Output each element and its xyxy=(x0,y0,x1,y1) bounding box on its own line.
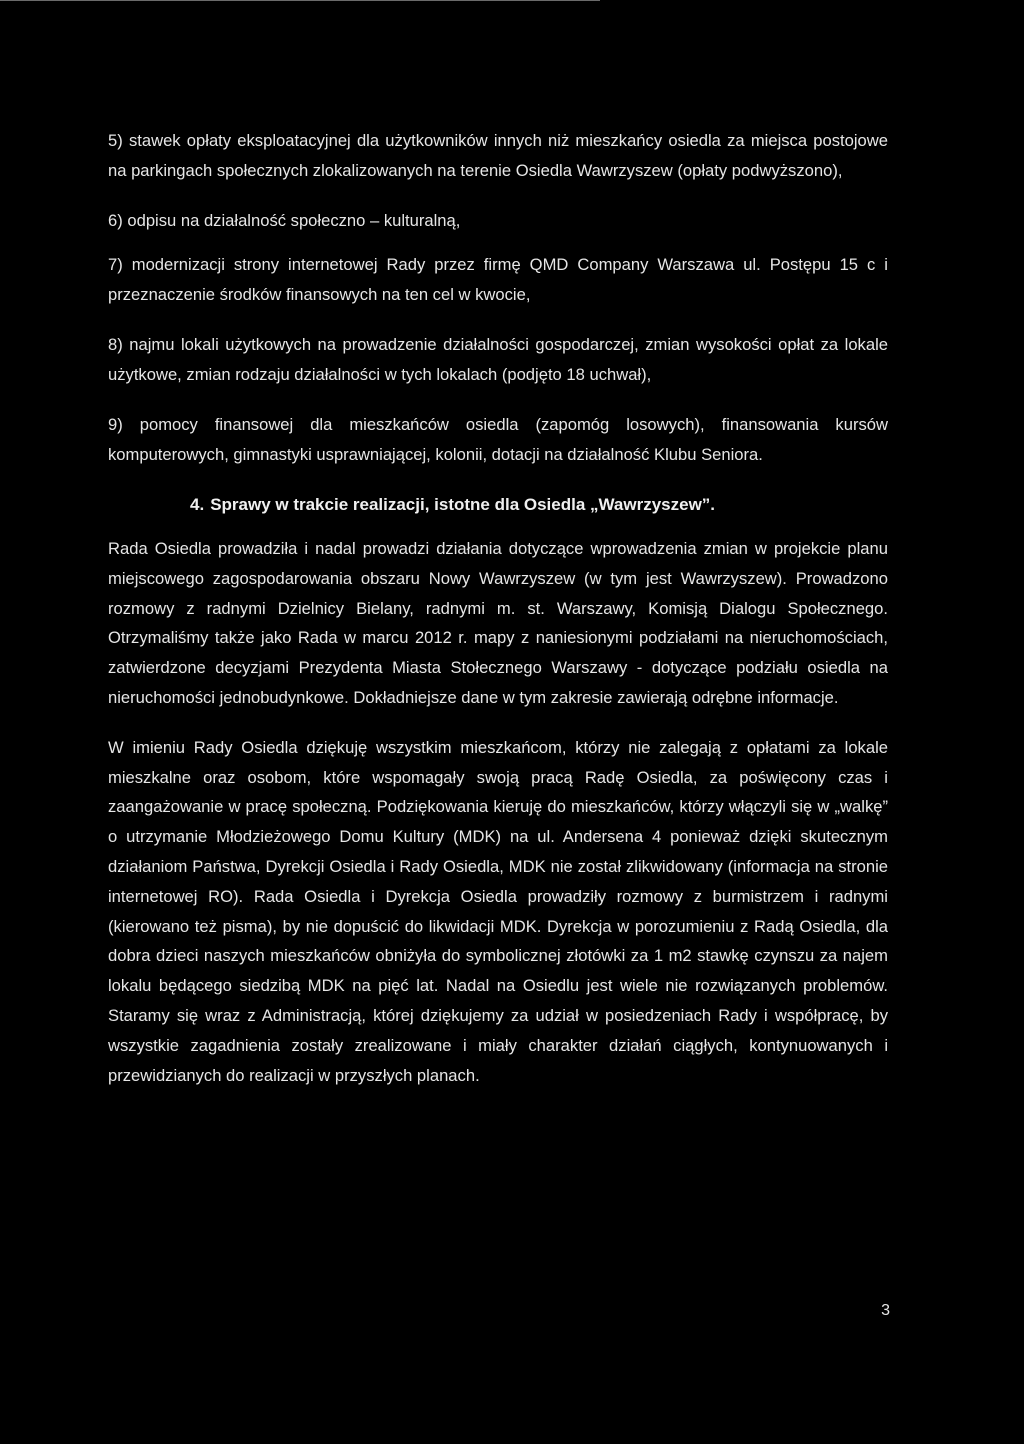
section-title: Sprawy w trakcie realizacji, istotne dla Osiedla „Wawrzyszew”. xyxy=(210,495,716,514)
list-item-7: 7) modernizacji strony internetowej Rady przez firmę QMD Company Warszawa ul. Postępu 15 c i przeznaczenie środków finansowych na ten cel w kwocie, xyxy=(108,255,888,304)
page-number: 3 xyxy=(881,1302,890,1319)
paragraph-thanks: W imieniu Rady Osiedla dziękuję wszystkim mieszkańcom, którzy nie zalegają z opłatami za lokale mieszkalne oraz osobom, które wspomagały swoją pracą Radę Osiedla, za poświęcony czas i zaangażowanie w pracę społeczną. Podziękowania kieruję do mieszkańców, którzy włączyli się w „walkę” o utrzymanie Młodzieżowego Domu Kultury (MDK) na ul. Andersena 4 ponieważ dzięki skutecznym działaniom Państwa, Dyrekcji Osiedla i Rady Osiedla, MDK nie został zlikwidowany (informacja na stronie internetowej RO). Rada Osiedla i Dyrekcja Osiedla prowadziły rozmowy z burmistrzem i radnymi (kierowano też pisma), by nie dopuścić do likwidacji MDK. Dyrekcja w porozumieniu z Radą Osiedla, dla dobra dzieci naszych mieszkańców obniżyła do symbolicznej złotówki za 1 m2 stawkę czynszu za najem lokalu będącego siedzibą MDK na pięć lat. Nadal na Osiedlu jest wiele nie rozwiązanych problemów. Staramy się wraz z Administracją, której dziękujemy za udział w posiedzeniach Rady i współpracę, by wszystkie zagadnienia zostały zrealizowane i miały charakter działań ciągłych, kontynuowanych i przewidzianych do realizacji w przyszłych planach. xyxy=(108,737,888,1085)
top-scan-edge xyxy=(0,0,600,1)
document-body xyxy=(108,126,888,1110)
list-item-6: 6) odpisu na działalność społeczno – kulturalną, xyxy=(108,211,461,230)
section-heading xyxy=(108,490,888,520)
paragraph-plan: Rada Osiedla prowadziła i nadal prowadzi działania dotyczące wprowadzenia zmian w projekcie planu miejscowego zagospodarowania obszaru Nowy Wawrzyszew (w tym jest Wawrzyszew). Prowadzono rozmowy z radnymi Dzielnicy Bielany, radnymi m. st. Warszawy, Komisją Dialogu Społecznego. Otrzymaliśmy także jako Rada w marcu 2012 r. mapy z naniesionymi podziałami na nieruchomościach, zatwierdzone decyzjami Prezydenta Miasta Stołecznego Warszawy - dotyczące podziału osiedla na nieruchomości jednobudynkowe. Dokładniejsze dane w tym zakresie zawierają odrębne informacje. xyxy=(108,539,888,707)
list-item-8: 8) najmu lokali użytkowych na prowadzenie działalności gospodarczej, zmian wysokości opłat za lokale użytkowe, zmian rodzaju działalności w tych lokalach (podjęto 18 uchwał), xyxy=(108,335,888,384)
list-item-9: 9) pomocy finansowej dla mieszkańców osiedla (zapomóg losowych), finansowania kursów komputerowych, gimnastyki usprawniającej, kolonii, dotacji na działalność Klubu Seniora. xyxy=(108,415,888,464)
list-item-5: 5) stawek opłaty eksploatacyjnej dla użytkowników innych niż mieszkańcy osiedla za miejsca postojowe na parkingach społecznych zlokalizowanych na terenie Osiedla Wawrzyszew (opłaty podwyższono), xyxy=(108,131,888,180)
section-number: 4. xyxy=(190,495,205,514)
